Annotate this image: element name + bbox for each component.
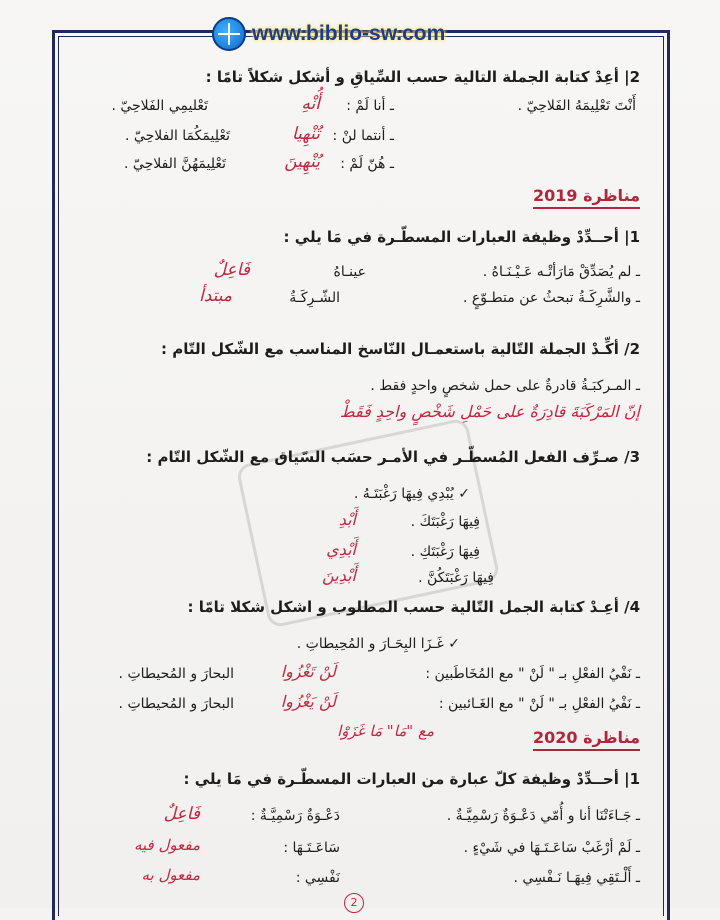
q1-title: 1| أحــدِّدْ وظيفة العبارات المسطّـرة في مَا يلي : bbox=[283, 228, 640, 246]
q3-title: 3/ صـرِّف الفعل المُسطّـر في الأمـر حسَب السّياق مع الشّكل التّام : bbox=[146, 448, 640, 466]
q5-word1: دَعْـوَةٌ رَسْمِيَّـةٌ : bbox=[250, 808, 340, 824]
q4-line1-answer: لَنْ تَغْزُوا bbox=[280, 662, 336, 681]
q5-word2: سَاعَـتَـهَا : bbox=[283, 840, 340, 856]
sec1-row1-right: أَنْتَ تَعْلِيمَهُ الفَلاحِيّ . bbox=[517, 98, 636, 114]
q4-line1-rest: البحارَ و المُحيطاتِ . bbox=[118, 666, 234, 682]
q5-sentence1: ـ جَـاءَتْنَا أنا و أُمّي دَعْـوَةٌ رَسْمِيَّـةٌ . bbox=[446, 808, 640, 824]
sec1-row3-left: تَعْلِيمَهُنَّ الفلاحِيّ . bbox=[124, 156, 226, 172]
q5-answer3: مفعول به bbox=[141, 866, 200, 884]
q4-line2-answer: لَنْ يَغْزُوا bbox=[280, 692, 336, 711]
sec1-row3-answer: يُنْهِينَ bbox=[284, 152, 320, 172]
q1-answer2: مبتدأ bbox=[198, 286, 232, 306]
q2-title: 2/ أكِّـدْ الجملة التّالية باستعمـال النّاسخ المناسب مع الشّكل التّام : bbox=[161, 340, 640, 358]
q4-line1-prefix: ـ نَفْيُ الفعْلِ بـ " لَنْ " مع المُخَاطَبين : bbox=[425, 666, 640, 682]
q5-answer1: فَاعِلٌ bbox=[163, 804, 200, 824]
sec1-row1-left: تَعْليمِي الفَلاحِيّ . bbox=[111, 98, 208, 114]
q4-line2-prefix: ـ نَفْيُ الفعْلِ بـ " لَنْ " مع الغَـائبين : bbox=[438, 696, 640, 712]
sec1-row3-mid: ـ هُنّ لَمْ : bbox=[340, 156, 394, 172]
q3-rest3: فِيهَا رَغْبَتَكُنَّ . bbox=[418, 570, 494, 586]
q1-sentence1: ـ لم يُصَدِّقْ مَارَأتْـه عَـيْـنَـاهُ . bbox=[482, 264, 640, 280]
q2-answer: إنّ المَرْكَبَةَ قادِرَةٌ على حَمْلِ شَخْصٍ واحِدٍ فَقَطْ bbox=[339, 402, 640, 421]
q4-model: ✓ غَـزَا البِحَـارَ و المُحِيطاتِ . bbox=[296, 636, 460, 652]
sec1-row2-mid: ـ أنتما لنْ : bbox=[332, 128, 394, 144]
q2-sentence: ـ المـركبَـةُ قادرةٌ على حمل شخصٍ واحدٍ فقط . bbox=[370, 378, 640, 394]
q4-title: 4/ أعِـدْ كتابة الجمل التّالية حسب المطلوب و اشكل شكلا تامّا : bbox=[187, 598, 640, 616]
q4-line2-rest: البحارَ و المُحيطاتِ . bbox=[118, 696, 234, 712]
q1-sentence2: ـ والشَّرِكَـةُ تبحثُ عن متطـوّعٍ . bbox=[462, 290, 640, 306]
q3-answer1: أَبْدِ bbox=[338, 510, 356, 529]
sec1-title: 2| أعِدْ كتابة الجملة التالية حسب السِّياقِ و أشكل شكلاً تامًا : bbox=[205, 68, 640, 86]
sec1-row2-answer: تُنْهِيا bbox=[291, 124, 320, 144]
sec1-row1-mid: ـ أنا لَمْ : bbox=[346, 98, 394, 114]
globe-icon bbox=[212, 17, 246, 51]
watermark-text: www.biblio-sw.com bbox=[252, 22, 446, 45]
q3-rest1: فِيهَا رَغْبَتَكَ . bbox=[410, 514, 480, 530]
page-number: 2 bbox=[344, 893, 364, 913]
exam-2019-heading: مناظرة 2019 bbox=[533, 186, 640, 205]
q5-answer2: مفعول فيه bbox=[133, 836, 200, 854]
q1-answer1: فَاعِلٌ bbox=[213, 260, 250, 280]
q3-answer3: أَبْدِينَ bbox=[322, 566, 356, 585]
q3-model: ✓ يُبْدِي فِيهَا رَغْبَتَـهُ . bbox=[353, 486, 470, 502]
sec1-row1-answer: أُنْهِ bbox=[301, 94, 320, 114]
exam-2020-heading: مناظرة 2020 bbox=[533, 728, 640, 747]
q5-sentence3: ـ أَلْـتَقِي فِيهَـا نَـفْسِي . bbox=[513, 870, 640, 886]
q3-rest2: فِيهَا رَغْبَتَكِ . bbox=[410, 544, 480, 560]
q1-word1: عينـاهُ bbox=[333, 264, 366, 280]
q5-title: 1| أحــدِّدْ وظيفة كلّ عبارة من العبارات المسطّـرة في مَا يلي : bbox=[183, 770, 640, 788]
q1-word2: الشّـرِكَـةُ bbox=[289, 290, 340, 306]
q5-sentence2: ـ لَمْ أرْغَبْ سَاعَـتَـهَا في شَيْءٍ . bbox=[463, 840, 640, 856]
q3-answer2: أَبْدِي bbox=[326, 540, 356, 559]
q4-note: مع "مَا" مَا غَزَوْا bbox=[337, 722, 434, 740]
q5-word3: نَفْسِي : bbox=[295, 870, 340, 886]
site-watermark bbox=[212, 14, 508, 54]
sec1-row2-left: تَعْلِيمَكُمَا الفلاحِيّ . bbox=[125, 128, 230, 144]
